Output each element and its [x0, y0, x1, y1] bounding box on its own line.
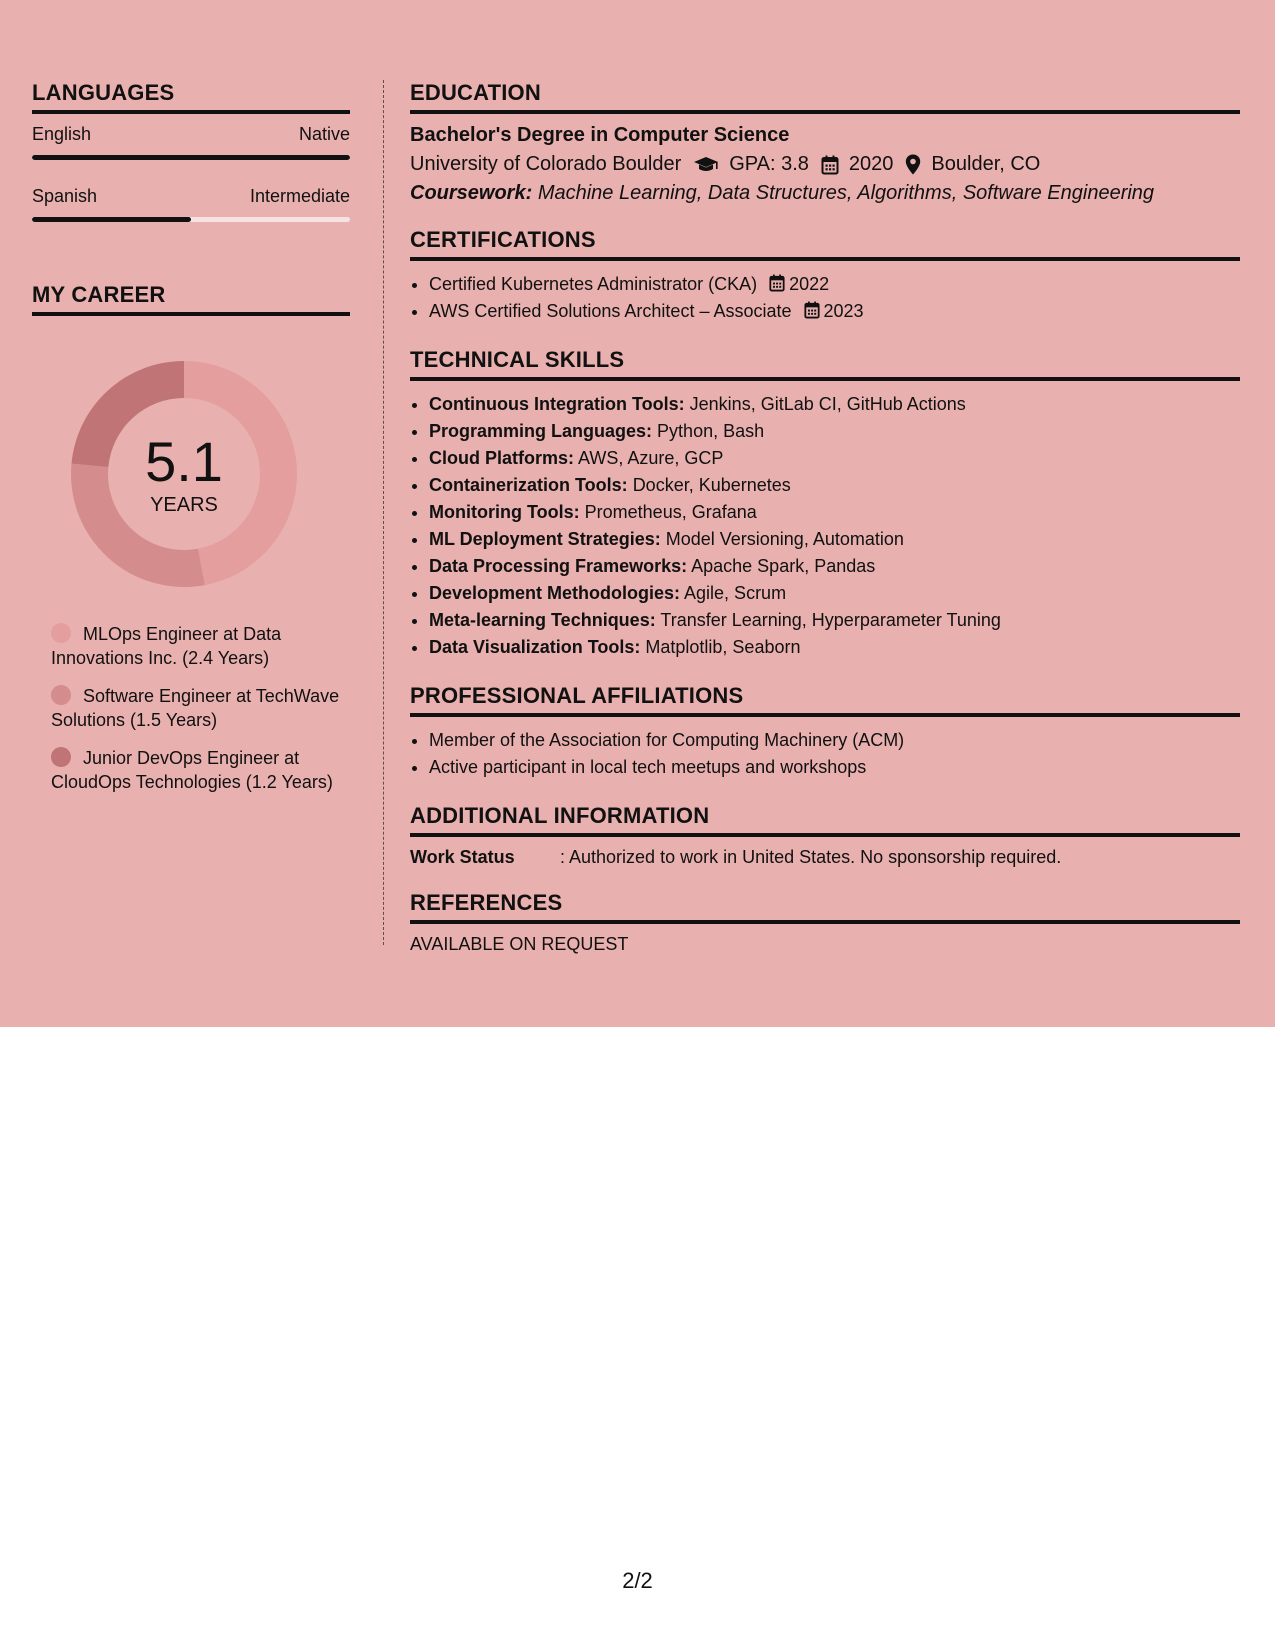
education-gpa: GPA: 3.8: [729, 153, 809, 175]
list-item: [429, 445, 1240, 472]
education-details: [410, 153, 1240, 176]
skill-value: Jenkins, GitLab CI, GitHub Actions: [689, 394, 966, 414]
skill-label: Continuous Integration Tools:: [429, 394, 685, 414]
education-school: University of Colorado Boulder: [410, 153, 682, 175]
skills-section: [410, 347, 1240, 661]
skill-label: Monitoring Tools:: [429, 502, 580, 522]
skill-label: ML Deployment Strategies:: [429, 529, 661, 549]
education-year: 2020: [848, 153, 894, 175]
list-item: [429, 271, 1240, 298]
language-level: Intermediate: [249, 186, 350, 206]
affiliations-section: [410, 683, 1240, 781]
list-item: [429, 553, 1240, 580]
additional-info-title: ADDITIONAL INFORMATION: [410, 803, 1240, 837]
certifications-list: [410, 271, 1240, 325]
list-item: [429, 607, 1240, 634]
additional-info-section: [410, 803, 1240, 868]
career-title: MY CAREER: [32, 282, 350, 316]
skill-value: Apache Spark, Pandas: [691, 556, 876, 576]
list-item: • Active participant in local tech meetups and workshops: [429, 754, 1240, 781]
affiliations-title: PROFESSIONAL AFFILIATIONS: [410, 683, 1240, 717]
education-location: Boulder, CO: [931, 153, 1041, 175]
legend-item: [51, 684, 350, 732]
language-level: Native: [298, 124, 350, 144]
list-item: [429, 526, 1240, 553]
graduation-cap-icon: [693, 156, 719, 174]
language-bar-fill: [32, 155, 350, 160]
skill-value: Agile, Scrum: [684, 583, 787, 603]
affiliations-list: [410, 727, 1240, 781]
career-legend: [32, 622, 350, 794]
coursework-label: Coursework:: [410, 182, 533, 204]
skill-value: Prometheus, Grafana: [584, 502, 757, 522]
legend-label: Software Engineer at TechWave Solutions (1.5 Years): [51, 686, 340, 730]
references-title: REFERENCES: [410, 890, 1240, 924]
list-item: [429, 472, 1240, 499]
education-title: EDUCATION: [410, 80, 1240, 114]
skill-value: Python, Bash: [657, 421, 765, 441]
legend-label: Junior DevOps Engineer at CloudOps Technologies (1.2 Years): [51, 748, 333, 792]
skill-label: Meta-learning Techniques:: [429, 610, 656, 630]
language-name: Spanish: [32, 186, 98, 206]
skill-label: Programming Languages:: [429, 421, 653, 441]
legend-item: [51, 746, 350, 794]
language-bar: [32, 217, 350, 222]
skill-label: Data Visualization Tools:: [429, 637, 641, 657]
work-status-value: : Authorized to work in United States. No sponsorship required.: [560, 847, 1062, 867]
skill-label: Containerization Tools:: [429, 475, 628, 495]
coursework-list: Machine Learning, Data Structures, Algorithms, Software Engineering: [537, 182, 1155, 204]
skills-list: [410, 391, 1240, 661]
list-item: [429, 634, 1240, 661]
legend-dot: [51, 623, 71, 643]
certification-name: Certified Kubernetes Administrator (CKA): [429, 274, 758, 294]
work-status-row: [410, 847, 1240, 868]
list-item: [429, 391, 1240, 418]
certifications-title: CERTIFICATIONS: [410, 227, 1240, 261]
certification-year: 2023: [823, 301, 864, 321]
certifications-section: [410, 227, 1240, 325]
skill-label: Data Processing Frameworks:: [429, 556, 688, 576]
education-degree: Bachelor's Degree in Computer Science: [410, 124, 790, 146]
skill-value: Docker, Kubernetes: [632, 475, 791, 495]
list-item: [429, 580, 1240, 607]
skill-label: Development Methodologies:: [429, 583, 681, 603]
language-name: English: [32, 124, 92, 144]
list-item: • Member of the Association for Computing Machinery (ACM): [429, 727, 1240, 754]
list-item: [429, 298, 1240, 325]
calendar-icon: [769, 274, 785, 292]
career-total-years: 5.1: [145, 429, 223, 493]
references-section: [410, 890, 1240, 955]
location-pin-icon: [905, 154, 921, 175]
calendar-icon: [821, 155, 839, 175]
legend-dot: [51, 685, 71, 705]
legend-item: [51, 622, 350, 670]
page-number: 2/2: [622, 1568, 653, 1593]
education-coursework: [410, 182, 1240, 205]
language-bar: [32, 155, 350, 160]
certification-year: 2022: [789, 274, 830, 294]
legend-label: MLOps Engineer at Data Innovations Inc. (2.4 Years): [51, 624, 282, 668]
calendar-icon: [804, 301, 820, 319]
career-total-unit: YEARS: [150, 493, 218, 516]
donut-center: [64, 354, 304, 594]
skills-title: TECHNICAL SKILLS: [410, 347, 1240, 381]
skill-value: Model Versioning, Automation: [665, 529, 904, 549]
left-column: [32, 80, 350, 808]
career-donut-chart: [64, 354, 304, 594]
references-text: AVAILABLE ON REQUEST: [410, 934, 629, 954]
language-bar-fill: [32, 217, 191, 222]
languages-title: LANGUAGES: [32, 80, 350, 114]
skill-value: AWS, Azure, GCP: [578, 448, 724, 468]
career-section: [32, 282, 350, 794]
list-item: [429, 418, 1240, 445]
skill-value: Transfer Learning, Hyperparameter Tuning: [660, 610, 1001, 630]
language-item: [32, 186, 350, 222]
work-status-key: Work Status: [410, 847, 515, 867]
skill-label: Cloud Platforms:: [429, 448, 575, 468]
language-item: [32, 124, 350, 160]
list-item: [429, 499, 1240, 526]
certification-name: AWS Certified Solutions Architect – Associate: [429, 301, 792, 321]
legend-dot: [51, 747, 71, 767]
skill-value: Matplotlib, Seaborn: [645, 637, 801, 657]
education-section: [410, 80, 1240, 205]
right-column: [410, 80, 1240, 955]
languages-section: [32, 80, 350, 222]
column-divider: [383, 80, 384, 945]
